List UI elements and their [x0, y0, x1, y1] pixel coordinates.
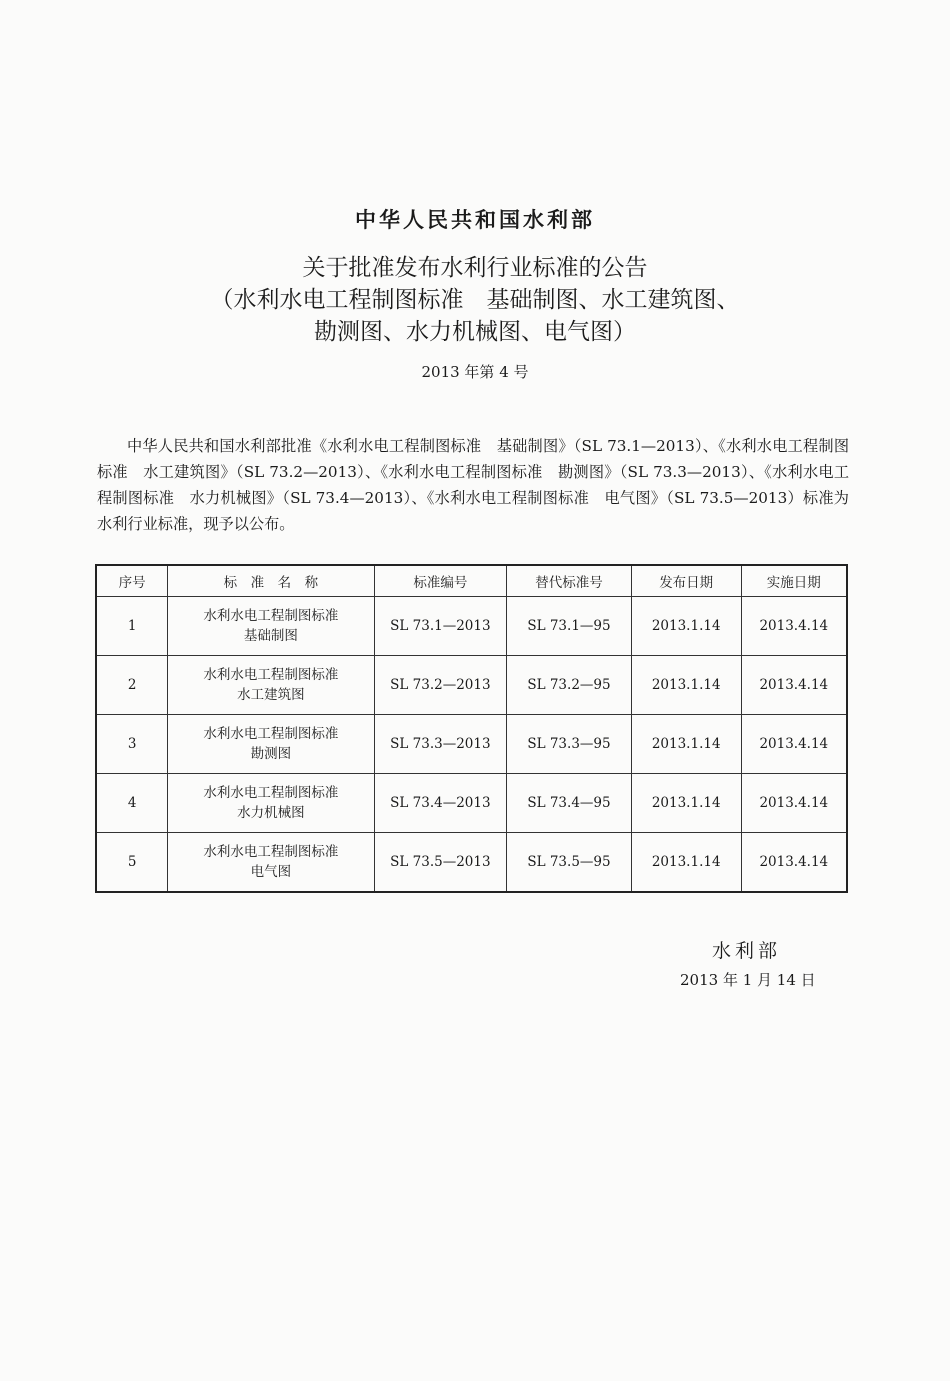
document-number: 2013 年第 4 号 [421, 363, 529, 381]
col-header-no: 序号 [96, 565, 168, 597]
row-issued: 2013.1.14 [631, 656, 741, 715]
row-name-line1: 水利水电工程制图标准 [203, 667, 339, 683]
row-name-line1: 水利水电工程制图标准 [203, 608, 339, 624]
table-row [96, 774, 847, 833]
row-name-line2: 电气图 [250, 864, 292, 880]
title-line-1: 关于批准发布水利行业标准的公告 [302, 255, 648, 281]
col-header-replaces: 替代标准号 [507, 565, 632, 597]
row-effective: 2013.4.14 [741, 597, 847, 656]
row-issued: 2013.1.14 [631, 833, 741, 893]
col-header-issued: 发布日期 [631, 565, 741, 597]
row-issued: 2013.1.14 [631, 715, 741, 774]
row-name [168, 833, 374, 893]
signature-date: 2013 年 1 月 14 日 [680, 971, 816, 989]
signature-organization: 水利部 [712, 940, 782, 962]
col-header-code: 标准编号 [374, 565, 507, 597]
table-row [96, 656, 847, 715]
table-header-row [96, 565, 847, 597]
issuing-organization: 中华人民共和国水利部 [355, 207, 595, 232]
col-header-name: 标 准 名 称 [168, 565, 374, 597]
row-effective: 2013.4.14 [741, 715, 847, 774]
row-name-line2: 勘测图 [250, 746, 292, 762]
row-name-line1: 水利水电工程制图标准 [203, 785, 339, 801]
table-row [96, 715, 847, 774]
row-code: SL 73.2—2013 [374, 656, 507, 715]
row-code: SL 73.4—2013 [374, 774, 507, 833]
row-name-line2: 水工建筑图 [237, 687, 305, 703]
row-name-line2: 水力机械图 [237, 805, 305, 821]
row-replaces: SL 73.3—95 [507, 715, 632, 774]
standards-table [95, 564, 848, 893]
row-effective: 2013.4.14 [741, 833, 847, 893]
title-line-2: （水利水电工程制图标准 基础制图、水工建筑图、 [210, 287, 740, 313]
col-header-effective: 实施日期 [741, 565, 847, 597]
row-replaces: SL 73.5—95 [507, 833, 632, 893]
row-effective: 2013.4.14 [741, 774, 847, 833]
row-code: SL 73.5—2013 [374, 833, 507, 893]
announcement-title [0, 252, 950, 348]
row-name-line1: 水利水电工程制图标准 [203, 726, 339, 742]
row-no: 5 [96, 833, 168, 893]
row-code: SL 73.3—2013 [374, 715, 507, 774]
row-replaces: SL 73.1—95 [507, 597, 632, 656]
row-name-line1: 水利水电工程制图标准 [203, 844, 339, 860]
table-row [96, 597, 847, 656]
title-line-3: 勘测图、水力机械图、电气图） [314, 319, 636, 345]
row-replaces: SL 73.2—95 [507, 656, 632, 715]
row-name [168, 774, 374, 833]
row-replaces: SL 73.4—95 [507, 774, 632, 833]
row-no: 1 [96, 597, 168, 656]
row-no: 3 [96, 715, 168, 774]
row-issued: 2013.1.14 [631, 774, 741, 833]
row-no: 2 [96, 656, 168, 715]
row-name [168, 597, 374, 656]
row-name [168, 656, 374, 715]
row-no: 4 [96, 774, 168, 833]
row-name-line2: 基础制图 [243, 628, 298, 644]
row-issued: 2013.1.14 [631, 597, 741, 656]
row-effective: 2013.4.14 [741, 656, 847, 715]
row-name [168, 715, 374, 774]
announcement-body: 中华人民共和国水利部批准《水利水电工程制图标准 基础制图》（SL 73.1—2013）、《水利水电工程制图标准 水工建筑图》（SL 73.2—2013）、《水利水电工程制图标准 勘测图》（SL 73.3—2013）、《水利水电工程制图标准 水力机械图》（SL 73.4—2013）、《水利水电工程制图标准 电气图》（SL 73.5—2013）标准为水利行业标准，现予以公布。 [97, 437, 850, 533]
table-row [96, 833, 847, 893]
row-code: SL 73.1—2013 [374, 597, 507, 656]
